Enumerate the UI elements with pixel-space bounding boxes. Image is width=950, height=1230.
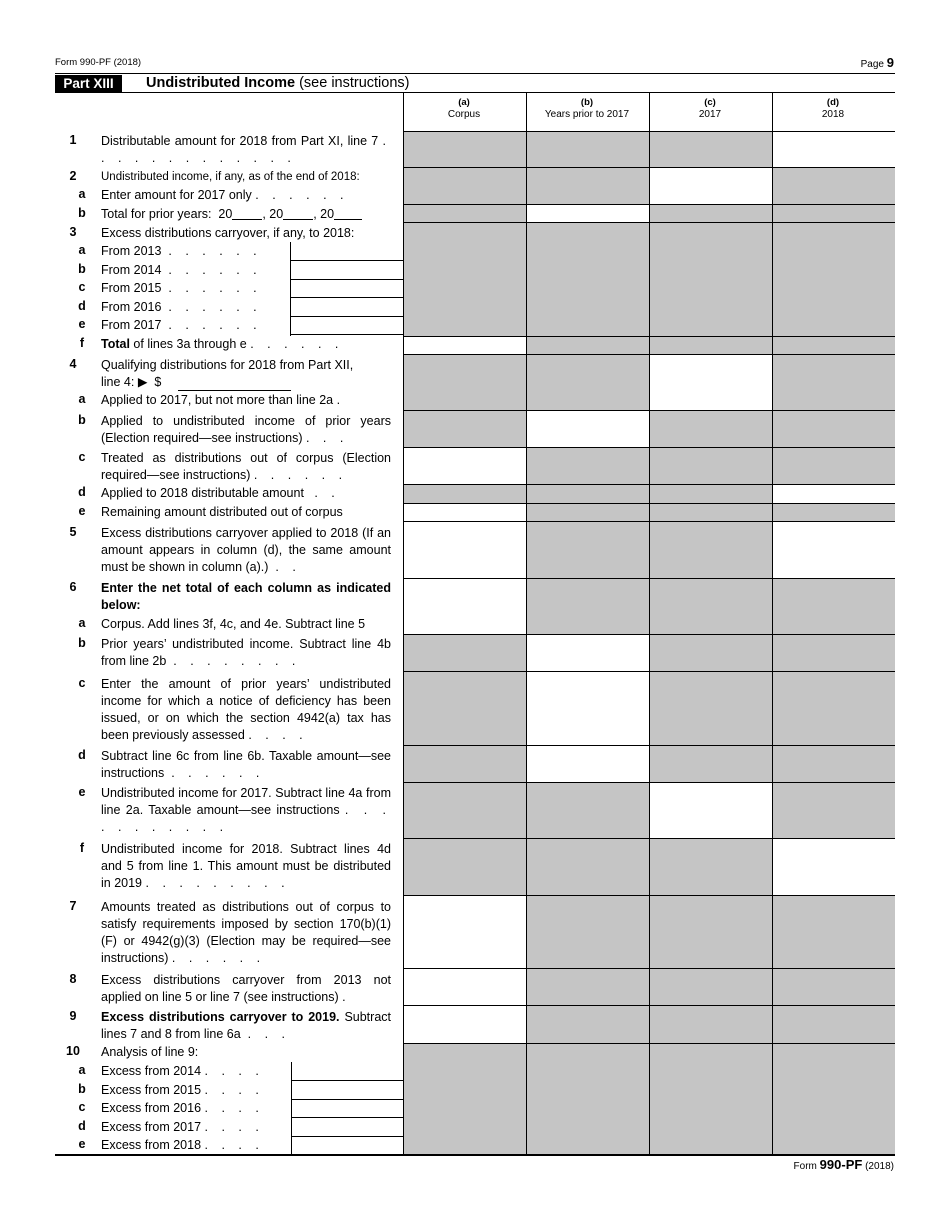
shaded-cell — [526, 354, 649, 410]
line-sub: a — [78, 392, 86, 406]
entry-3c-field[interactable] — [290, 297, 403, 298]
line-sub: e — [78, 504, 86, 518]
shaded-cell — [649, 521, 772, 578]
line-6c-text: Enter the amount of prior years’ undistributed income for which a notice of deficiency has been issued, or on which the section 4942(a) tax has been previously assessed . . . . — [101, 677, 391, 742]
line-sub: e — [78, 317, 86, 331]
amount-cell[interactable] — [649, 354, 772, 410]
shaded-cell — [403, 782, 526, 838]
shaded-cell — [649, 895, 772, 968]
shaded-cell — [403, 1043, 526, 1154]
line-sub: d — [78, 1119, 86, 1133]
amount-cell[interactable] — [649, 167, 772, 204]
amount-cell[interactable] — [403, 336, 526, 354]
line-10b-text: Excess from 2015 . . . . — [101, 1083, 264, 1097]
part-title — [146, 75, 409, 92]
column-rule — [526, 93, 527, 1154]
shaded-cell — [403, 167, 526, 204]
form-id: Form 990-PF (2018) — [55, 57, 142, 68]
amount-cell[interactable] — [526, 410, 649, 447]
shaded-cell — [526, 167, 649, 204]
line-6f-text: Undistributed income for 2018. Subtract lines 4d and 5 from line 1. This amount must be distributed in 2019 . . . . . . . . . — [101, 842, 391, 890]
shaded-cell — [649, 1005, 772, 1043]
amount-cell[interactable] — [772, 521, 895, 578]
shaded-cell — [772, 745, 895, 782]
shaded-cell — [526, 968, 649, 1005]
line-sub: c — [78, 450, 86, 464]
line-number: 1 — [69, 133, 77, 147]
shaded-cell — [649, 634, 772, 671]
entry-3a-field[interactable] — [290, 260, 403, 261]
line-1-text: Distributable amount for 2018 from Part XI, line 7 . . . . . . . . . . . . . — [101, 134, 391, 165]
shaded-cell — [403, 484, 526, 503]
line-sub: d — [78, 299, 86, 313]
shaded-cell — [526, 131, 649, 167]
shaded-cell — [649, 131, 772, 167]
column-rule — [649, 93, 650, 1154]
entry-10d-field[interactable] — [291, 1136, 403, 1137]
page-label: Page — [860, 59, 884, 70]
line-10e-text: Excess from 2018 . . . . — [101, 1138, 264, 1152]
amount-cell[interactable] — [403, 578, 526, 634]
line-3e-text: From 2017 . . . . . . — [101, 318, 262, 332]
shaded-cell — [526, 895, 649, 968]
arrow-icon: ▶ — [137, 375, 148, 389]
line-3c-text: From 2015 . . . . . . — [101, 281, 262, 295]
line-number: 2 — [69, 169, 77, 183]
line-number: 9 — [69, 1009, 77, 1023]
shaded-cell — [403, 745, 526, 782]
line-4-text: Qualifying distributions for 2018 from Part XII, line 4: ▶ $ — [101, 358, 354, 389]
line-5-text: Excess distributions carryover applied to 2018 (If an amount appears in column (d), the same amount must be shown in column (a).) . . — [101, 526, 391, 574]
shaded-cell — [526, 1043, 649, 1154]
shaded-cell — [772, 336, 895, 354]
shaded-cell — [649, 671, 772, 745]
shaded-cell — [772, 578, 895, 634]
line-6b-text: Prior years’ undistributed income. Subtract line 4b from line 2b . . . . . . . . — [101, 637, 391, 668]
shaded-cell — [403, 131, 526, 167]
line-sub: a — [78, 243, 86, 257]
title-rule — [55, 92, 895, 93]
line-sub: b — [78, 262, 86, 276]
shaded-cell — [772, 447, 895, 484]
line-10a-text: Excess from 2014 . . . . — [101, 1064, 264, 1078]
line-number: 3 — [69, 225, 77, 239]
amount-cell[interactable] — [526, 634, 649, 671]
line-6d-text: Subtract line 6c from line 6b. Taxable amount—see instructions . . . . . . — [101, 749, 391, 780]
bottom-rule — [55, 1154, 895, 1156]
shaded-cell — [772, 968, 895, 1005]
amount-cell[interactable] — [403, 503, 526, 521]
shaded-cell — [526, 1005, 649, 1043]
line-3d-text: From 2016 . . . . . . — [101, 300, 262, 314]
shaded-cell — [772, 634, 895, 671]
shaded-cell — [772, 410, 895, 447]
amount-cell[interactable] — [403, 521, 526, 578]
shaded-cell — [403, 204, 526, 222]
line-3b-text: From 2014 . . . . . . — [101, 263, 262, 277]
part-label: Part XIII — [55, 75, 122, 92]
line-4c-text: Treated as distributions out of corpus (Election required—see instructions) . . . . . . — [101, 451, 391, 482]
line-10d-text: Excess from 2017 . . . . — [101, 1120, 264, 1134]
line-number: 5 — [69, 525, 77, 539]
entry-10a-field[interactable] — [291, 1080, 403, 1081]
column-rule — [772, 93, 773, 1154]
shaded-cell — [649, 336, 772, 354]
shaded-cell — [403, 671, 526, 745]
line-3a-text: From 2013 . . . . . . — [101, 244, 262, 258]
line-sub: b — [78, 206, 86, 220]
amount-cell[interactable] — [403, 968, 526, 1005]
shaded-cell — [649, 484, 772, 503]
amount-cell[interactable] — [649, 782, 772, 838]
line-3f-text: Total of lines 3a through e . . . . . . — [101, 337, 344, 351]
shaded-cell — [649, 578, 772, 634]
line-4d-text: Applied to 2018 distributable amount . . — [101, 486, 340, 500]
entry-10b-field[interactable] — [291, 1099, 403, 1100]
part-title-text: Undistributed Income — [146, 75, 296, 91]
shaded-cell — [772, 1043, 895, 1154]
line-7-text: Amounts treated as distributions out of corpus to satisfy requirements imposed by section 170(b)(1)(F) or 4942(g)(3) (Election may be required—see instructions) . . . . . . — [101, 900, 391, 965]
qualifying-amount-field[interactable] — [178, 390, 291, 391]
line-6a-text: Corpus. Add lines 3f, 4c, and 4e. Subtract line 5 — [101, 617, 366, 631]
shaded-cell — [772, 222, 895, 336]
line-number: 4 — [69, 357, 77, 371]
column-header-c: (c) 2017 — [698, 97, 722, 120]
shaded-cell — [772, 895, 895, 968]
line-sub: e — [78, 785, 86, 799]
shaded-cell — [649, 1043, 772, 1154]
line-3-text: Excess distributions carryover, if any, to 2018: — [101, 226, 355, 240]
line-sub: a — [78, 1063, 86, 1077]
shaded-cell — [772, 782, 895, 838]
line-8-text: Excess distributions carryover from 2013 not applied on line 5 or line 7 (see instructions) . — [101, 973, 391, 1004]
line-sub: d — [78, 485, 86, 499]
part-title-note: (see instructions) — [299, 75, 410, 91]
amount-cell[interactable] — [403, 1005, 526, 1043]
shaded-cell — [772, 204, 895, 222]
shaded-cell — [649, 968, 772, 1005]
shaded-cell — [772, 1005, 895, 1043]
shaded-cell — [649, 410, 772, 447]
amount-cell[interactable] — [403, 447, 526, 484]
line-number: 6 — [69, 580, 77, 594]
shaded-cell — [526, 336, 649, 354]
line-2a-text: Enter amount for 2017 only . . . . . . — [101, 188, 349, 202]
shaded-cell — [772, 671, 895, 745]
line-number: 10 — [66, 1044, 80, 1058]
shaded-cell — [526, 503, 649, 521]
amount-cell[interactable] — [526, 204, 649, 222]
shaded-cell — [649, 447, 772, 484]
shaded-cell — [526, 782, 649, 838]
amount-cell[interactable] — [526, 745, 649, 782]
line-sub: f — [79, 336, 85, 350]
shaded-cell — [403, 222, 526, 336]
column-header-a: (a) Corpus — [447, 97, 481, 120]
column-rule — [403, 93, 404, 1154]
line-2b-text: Total for prior years: 20 , 20 , 20 — [101, 206, 362, 223]
line-sub: c — [78, 1100, 86, 1114]
line-sub: b — [78, 636, 86, 650]
shaded-cell — [403, 410, 526, 447]
shaded-cell — [772, 167, 895, 204]
shaded-cell — [772, 354, 895, 410]
line-6e-text: Undistributed income for 2017. Subtract line 4a from line 2a. Taxable amount—see instructions . . . . . . . . . . . — [101, 786, 391, 834]
entry-10c-field[interactable] — [291, 1117, 403, 1118]
shaded-cell — [526, 484, 649, 503]
line-number: 8 — [69, 972, 77, 986]
entry-3e-field[interactable] — [290, 334, 403, 335]
line-9-text: Excess distributions carryover to 2019. Subtract lines 7 and 8 from line 6a . . . — [101, 1010, 391, 1041]
amount-cell[interactable] — [772, 838, 895, 895]
line-sub: c — [78, 280, 86, 294]
line-10c-text: Excess from 2016 . . . . — [101, 1101, 264, 1115]
amount-cell[interactable] — [403, 895, 526, 968]
shaded-cell — [649, 745, 772, 782]
line-4a-text: Applied to 2017, but not more than line 2a . — [101, 393, 346, 407]
shaded-cell — [403, 634, 526, 671]
shaded-cell — [649, 503, 772, 521]
shaded-cell — [526, 838, 649, 895]
shaded-cell — [526, 521, 649, 578]
amount-cell[interactable] — [772, 131, 895, 167]
line-sub: b — [78, 413, 86, 427]
amount-cell[interactable] — [772, 484, 895, 503]
line-sub: b — [78, 1082, 86, 1096]
column-header-d: (d) 2018 — [821, 97, 845, 120]
line-6-text: Enter the net total of each column as indicated below: — [101, 581, 391, 612]
form-footer: Form 990-PF (2018) — [793, 1157, 894, 1172]
line-2-text: Undistributed income, if any, as of the end of 2018: — [101, 171, 360, 183]
line-sub: a — [78, 616, 86, 630]
shaded-cell — [403, 354, 526, 410]
line-sub: e — [78, 1137, 86, 1151]
shaded-cell — [649, 838, 772, 895]
shaded-cell — [403, 838, 526, 895]
page-number: 9 — [886, 55, 894, 70]
amount-cell[interactable] — [526, 671, 649, 745]
page-indicator — [861, 55, 894, 70]
column-header-b: (b) Years prior to 2017 — [544, 97, 630, 120]
line-10-text: Analysis of line 9: — [101, 1045, 199, 1059]
shaded-cell — [649, 222, 772, 336]
shaded-cell — [526, 447, 649, 484]
shaded-cell — [772, 503, 895, 521]
entry-box-divider — [290, 242, 291, 336]
shaded-cell — [526, 222, 649, 336]
line-sub: c — [78, 676, 86, 690]
line-number: 7 — [69, 899, 77, 913]
entry-3d-field[interactable] — [290, 316, 403, 317]
line-4b-text: Applied to undistributed income of prior years (Election required—see instructions) . . . — [101, 414, 391, 445]
header-rule — [55, 73, 895, 74]
entry-3b-field[interactable] — [290, 279, 403, 280]
line-sub: a — [78, 187, 86, 201]
line-sub: f — [79, 841, 85, 855]
shaded-cell — [649, 204, 772, 222]
shaded-cell — [526, 578, 649, 634]
line-sub: d — [78, 748, 86, 762]
entry-box-divider — [291, 1062, 292, 1154]
line-4e-text: Remaining amount distributed out of corpus — [101, 505, 343, 519]
